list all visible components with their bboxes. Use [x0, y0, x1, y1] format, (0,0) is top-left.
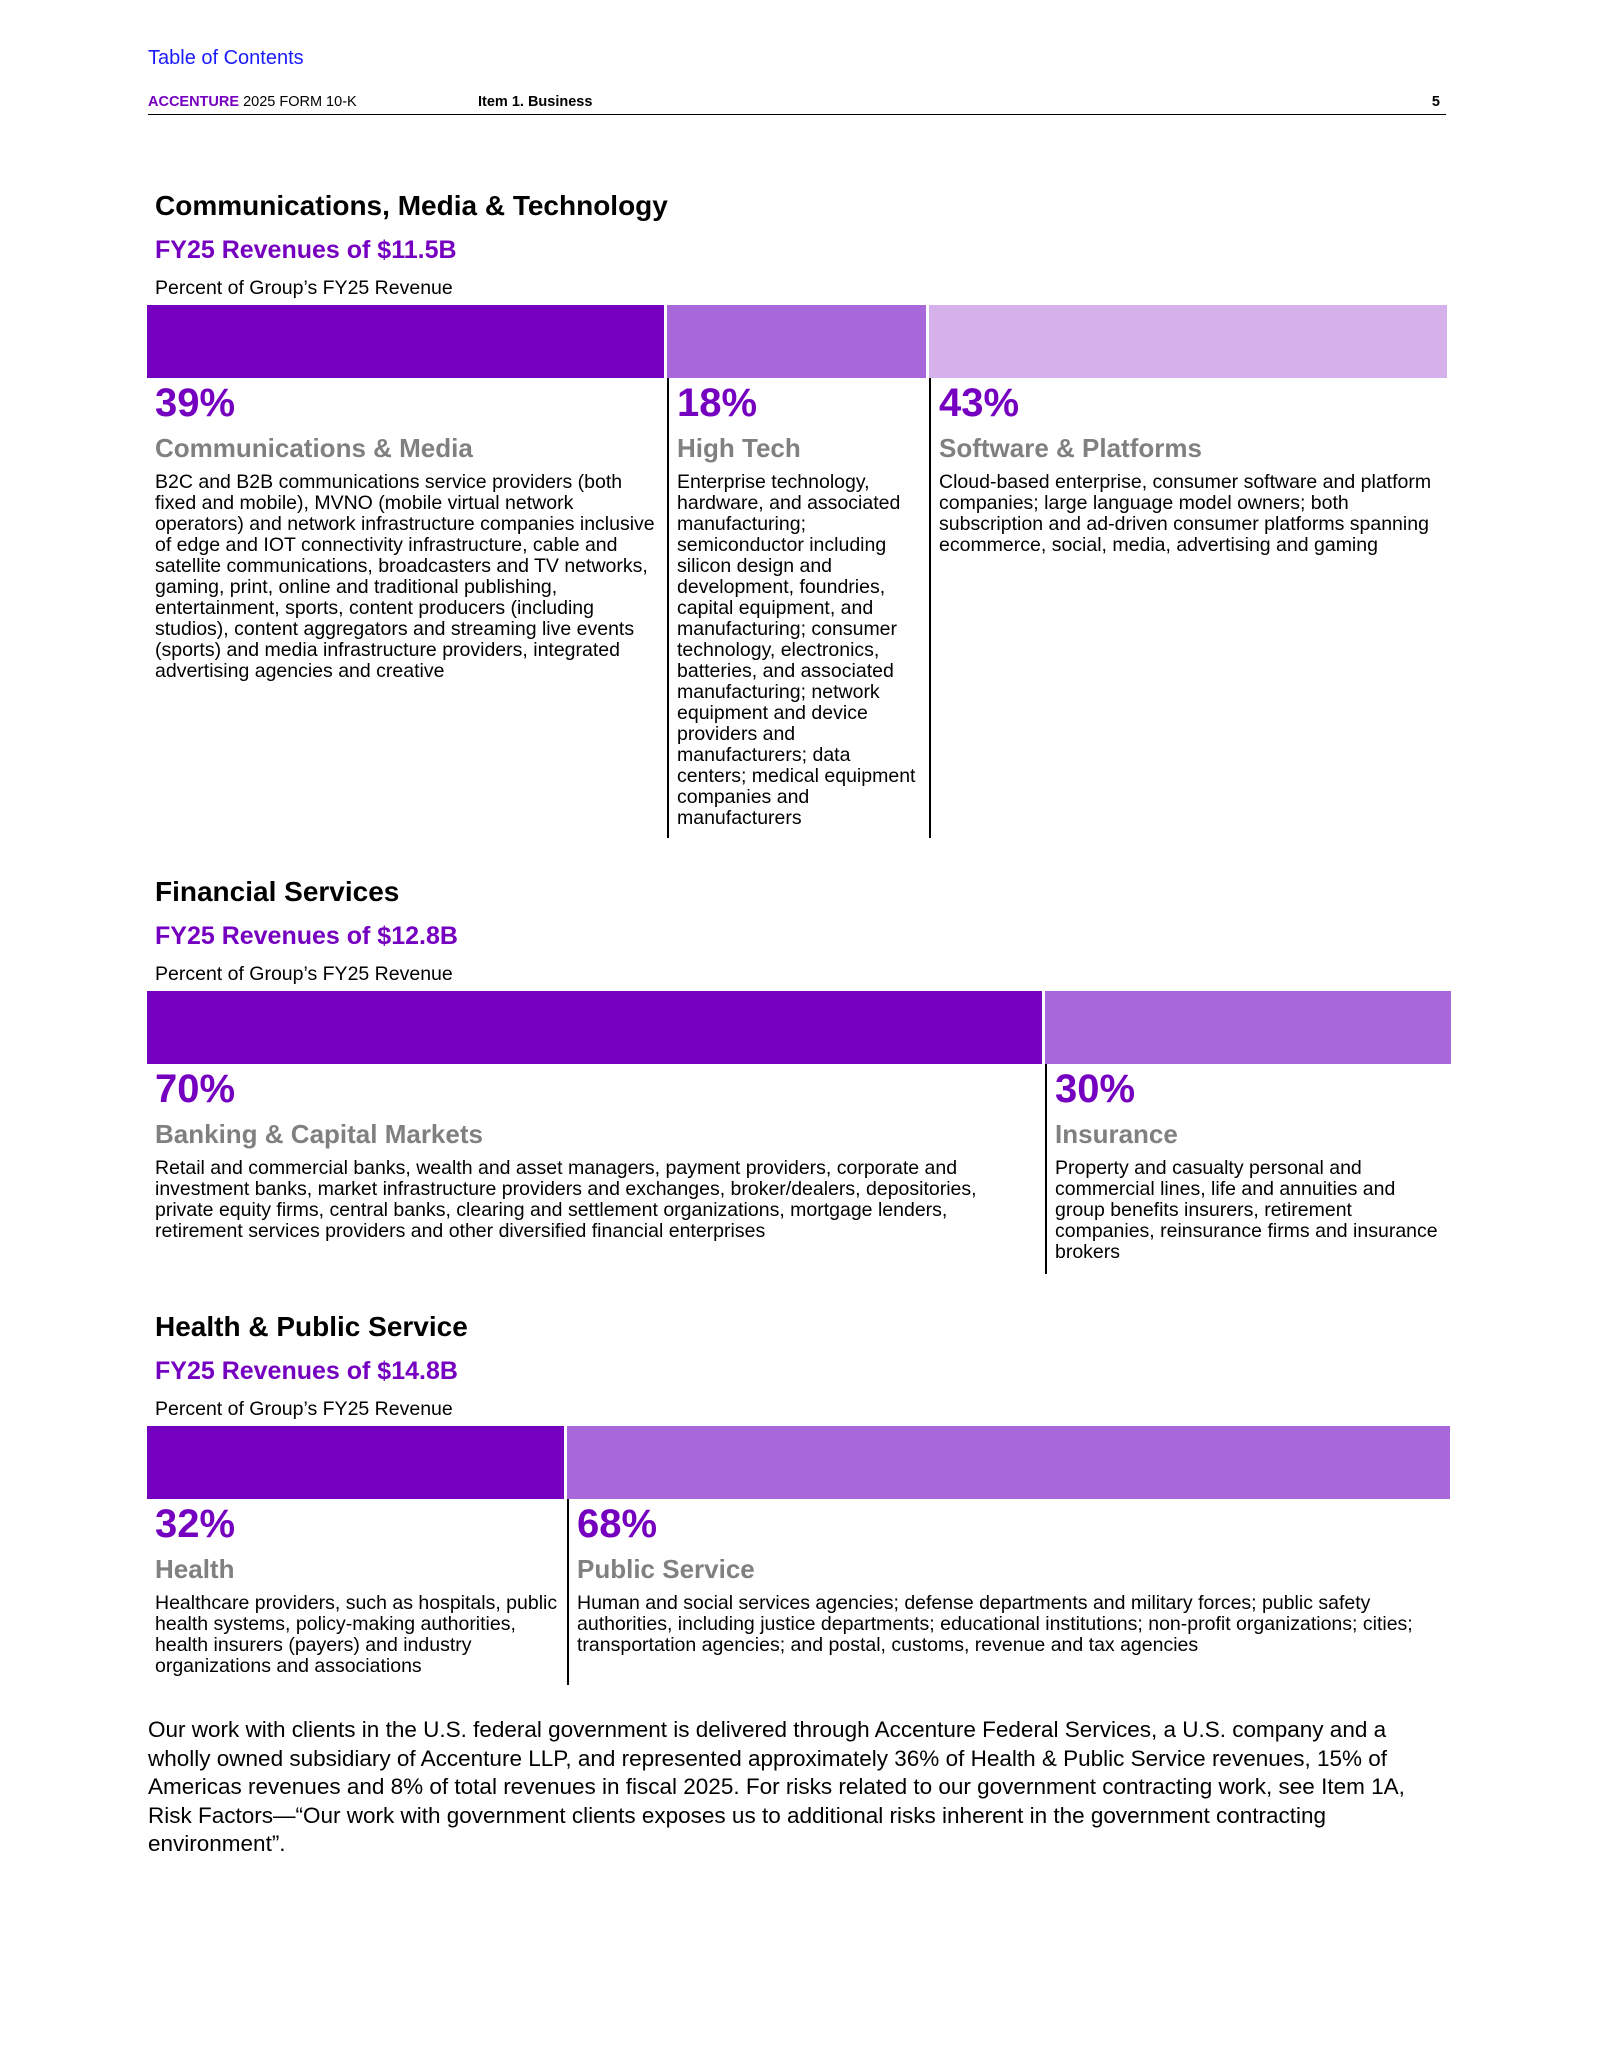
- segment-description: Property and casualty personal and commercial lines, life and annuities and group benefits insurers, retirement companies, reinsurance firms and insurance brokers: [1055, 1157, 1438, 1263]
- form-label: 2025 FORM 10-K: [243, 94, 357, 110]
- segment-percent: 18%: [677, 381, 758, 425]
- segment-percent: 39%: [155, 381, 236, 425]
- revenue-share-bar: [147, 991, 1451, 1064]
- segment-percent: 43%: [939, 381, 1020, 425]
- segment-banking-capital-markets: [147, 1064, 1045, 1274]
- page-header: [148, 92, 1446, 115]
- segment-description: Enterprise technology, hardware, and associated manufacturing; semiconductor including silicon design and development, foundries, capital equipment, and manufacturing; consumer technology, electronics, batteries, and associated manufacturing; network equipment and device providers and manufacturers; data centers; medical equipment companies and manufacturers: [677, 471, 916, 829]
- bar-segment-insurance: [1045, 991, 1451, 1064]
- segment-percent: 32%: [155, 1502, 236, 1546]
- segment-name: Banking & Capital Markets: [155, 1119, 483, 1149]
- brand-name: ACCENTURE: [148, 94, 240, 110]
- page-number: 5: [1431, 94, 1440, 110]
- section-revenue: FY25 Revenues of $14.8B: [155, 1357, 458, 1385]
- segment-name: Health: [155, 1554, 235, 1584]
- federal-services-paragraph: Our work with clients in the U.S. federal government is delivered through Accenture Federal Services, a U.S. company and a wholly owned subsidiary of Accenture LLP, and represented approximately 36% of Health & Public Service revenues, 15% of Americas revenues and 8% of total revenues in fiscal 2025. For risks related to our government contracting work, see Item 1A, Risk Factors—“Our work with government clients exposes us to additional risks inherent in the government contracting environment”.: [148, 1717, 1405, 1856]
- revenue-share-bar: [147, 305, 1447, 378]
- segment-description: Human and social services agencies; defense departments and military forces; public safety authorities, including justice departments; educational institutions; non-profit organizations; cities; transportation agencies; and postal, customs, revenue and tax agencies: [577, 1592, 1413, 1656]
- section-title: Financial Services: [155, 876, 400, 907]
- section-title: Communications, Media & Technology: [155, 190, 668, 221]
- segment-percent: 68%: [577, 1502, 658, 1546]
- segment-software-platforms: [929, 378, 1447, 838]
- segment-name: Public Service: [577, 1554, 755, 1584]
- segment-columns: [147, 1499, 1450, 1685]
- segment-description: Cloud-based enterprise, consumer software and platform companies; large language model owners; both subscription and ad-driven consumer platforms spanning ecommerce, social, media, advertising and gaming: [939, 471, 1432, 556]
- section-subtitle: Percent of Group’s FY25 Revenue: [155, 963, 453, 985]
- segment-description: Healthcare providers, such as hospitals, public health systems, policy-making authorities, health insurers (payers) and industry organizations and associations: [155, 1592, 558, 1677]
- segment-name: Insurance: [1055, 1119, 1178, 1149]
- segment-public-service: [567, 1499, 1450, 1685]
- revenue-share-bar: [147, 1426, 1450, 1499]
- bar-segment-health: [147, 1426, 567, 1499]
- section-subtitle: Percent of Group’s FY25 Revenue: [155, 1398, 453, 1420]
- bar-segment-high-tech: [667, 305, 929, 378]
- segment-name: Software & Platforms: [939, 433, 1202, 463]
- table-of-contents-link[interactable]: Table of Contents: [148, 47, 304, 69]
- segment-percent: 30%: [1055, 1067, 1136, 1111]
- bar-segment-public-service: [567, 1426, 1450, 1499]
- segment-description: B2C and B2B communications service providers (both fixed and mobile), MVNO (mobile virtual network operators) and network infrastructure companies inclusive of edge and IOT connectivity infrastructure, cable and satellite communications, broadcasters and TV networks, gaming, print, online and traditional publishing, entertainment, sports, content producers (including studios), content aggregators and streaming live events (sports) and media infrastructure providers, integrated advertising agencies and creative: [155, 471, 655, 682]
- bar-segment-communications-media: [147, 305, 667, 378]
- bar-segment-software-platforms: [929, 305, 1447, 378]
- section-title: Health & Public Service: [155, 1311, 468, 1342]
- segment-high-tech: [667, 378, 929, 838]
- segment-name: High Tech: [677, 433, 801, 463]
- segment-communications-media: [147, 378, 667, 838]
- segment-columns: [147, 1064, 1451, 1274]
- bar-segment-banking-capital-markets: [147, 991, 1045, 1064]
- segment-columns: [147, 378, 1447, 838]
- section-subtitle: Percent of Group’s FY25 Revenue: [155, 277, 453, 299]
- section-revenue: FY25 Revenues of $11.5B: [155, 236, 457, 264]
- header-item-label: Item 1. Business: [478, 94, 593, 110]
- header-brand: [148, 94, 357, 110]
- segment-name: Communications & Media: [155, 433, 473, 463]
- segment-description: Retail and commercial banks, wealth and asset managers, payment providers, corporate and investment banks, market infrastructure providers and exchanges, broker/dealers, depositories, private equity firms, central banks, clearing and settlement organizations, mortgage lenders, retirement services providers and other diversified financial enterprises: [155, 1157, 977, 1242]
- segment-percent: 70%: [155, 1067, 236, 1111]
- segment-health: [147, 1499, 567, 1685]
- segment-insurance: [1045, 1064, 1451, 1274]
- section-revenue: FY25 Revenues of $12.8B: [155, 922, 458, 950]
